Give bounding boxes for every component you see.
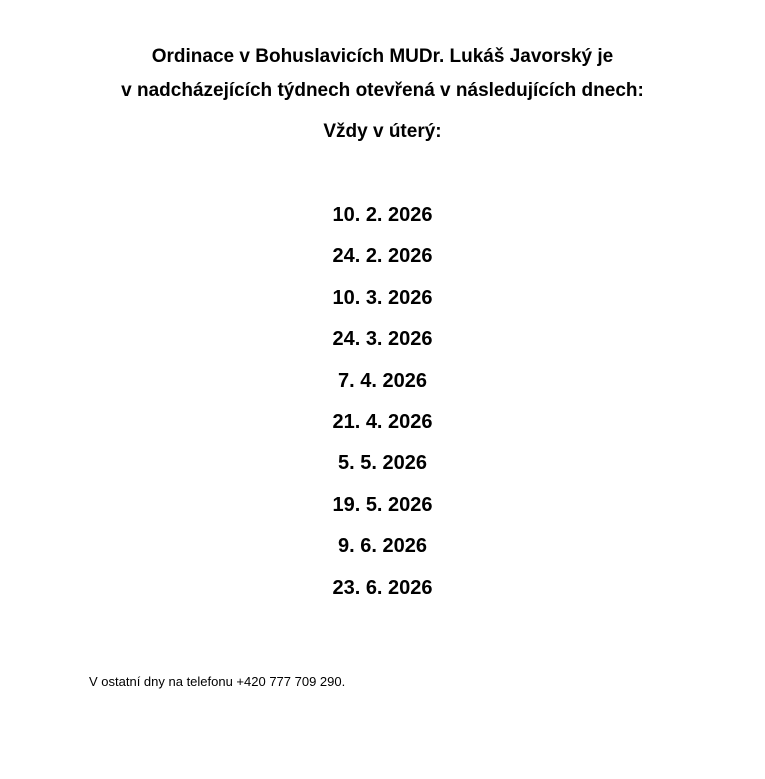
date-item: 5. 5. 2026 (338, 452, 427, 475)
date-item: 24. 2. 2026 (332, 245, 433, 268)
date-item: 24. 3. 2026 (332, 328, 433, 351)
date-item: 10. 2. 2026 (332, 204, 433, 226)
date-item: 7. 4. 2026 (338, 369, 427, 392)
page-subtitle: Vždy v úterý: (323, 121, 442, 142)
date-item: 21. 4. 2026 (332, 410, 433, 433)
footer-note: V ostatní dny na telefonu +420 777 709 290. (89, 674, 346, 689)
date-item: 23. 6. 2026 (332, 576, 433, 599)
page-title-line-1: Ordinace v Bohuslavicích MUDr. Lukáš Javorský je (151, 46, 614, 67)
date-item: 9. 6. 2026 (338, 535, 427, 558)
dates-list (0, 202, 765, 616)
date-item: 19. 5. 2026 (332, 493, 433, 516)
page-title-line-2: v nadcházejících týdnech otevřená v následujících dnech: (121, 80, 644, 101)
date-item: 10. 3. 2026 (332, 286, 433, 309)
